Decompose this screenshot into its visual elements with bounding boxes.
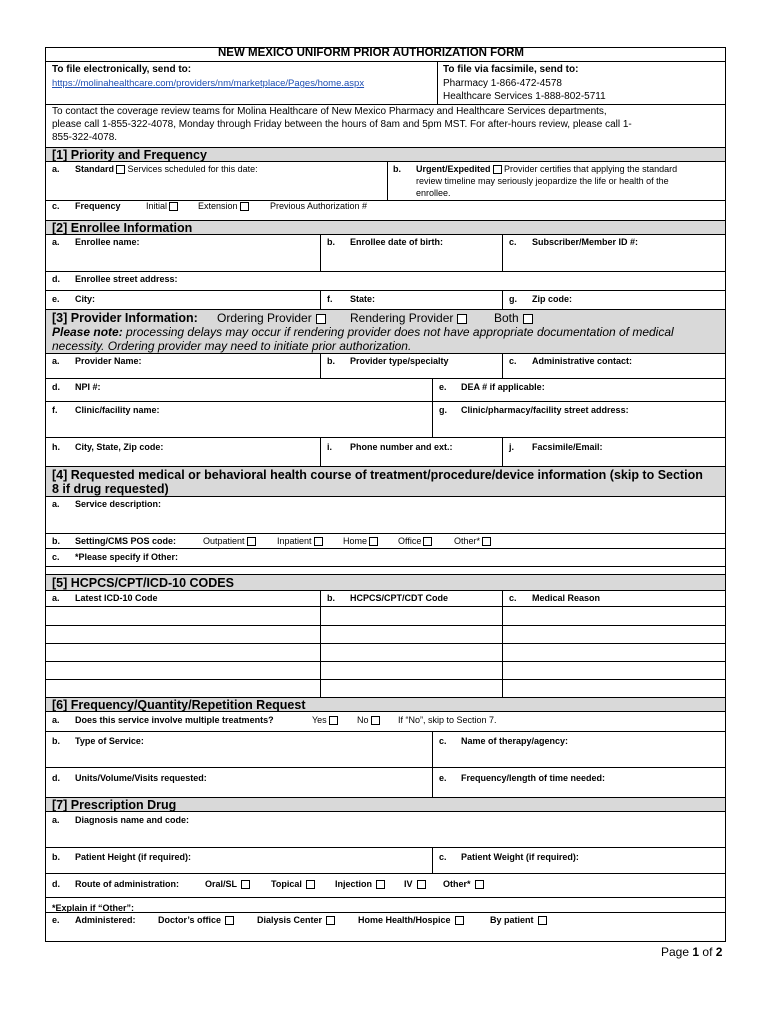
office-checkbox[interactable] (423, 537, 432, 546)
skip-instruction: If “No”, skip to Section 7. (398, 715, 497, 725)
note-label: Please note: (52, 325, 123, 339)
label-6a: a. (52, 715, 60, 725)
multiple-treatments-label: Does this service involve multiple treatments? (75, 715, 274, 725)
page-of: of (702, 945, 713, 959)
frequency-length-field[interactable]: Frequency/length of time needed: (461, 773, 606, 783)
outpatient-option (203, 536, 256, 547)
standard-label: Standard (75, 164, 115, 174)
inpatient-checkbox[interactable] (314, 537, 323, 546)
form-title: NEW MEXICO UNIFORM PRIOR AUTHORIZATION FORM (218, 47, 525, 59)
standard-desc: Services scheduled for this date: (127, 164, 258, 174)
provider-type-field[interactable]: Provider type/specialty (350, 356, 449, 366)
topical-checkbox[interactable] (306, 880, 315, 889)
label-4a: a. (52, 499, 60, 509)
yes-option (312, 715, 338, 726)
urgent-checkbox[interactable] (493, 165, 502, 174)
urgent-desc-2: review timeline may seriously jeopardize the life or health of the (416, 176, 669, 186)
ordering-label: Ordering Provider (217, 311, 312, 325)
label-2a: a. (52, 237, 60, 247)
injection-checkbox[interactable] (376, 880, 385, 889)
provider-name-field[interactable]: Provider Name: (75, 356, 142, 366)
therapy-agency-field[interactable]: Name of therapy/agency: (461, 736, 569, 746)
clinic-name-field[interactable]: Clinic/facility name: (75, 405, 160, 415)
section-6-heading: [6] Frequency/Quantity/Repetition Request (52, 698, 306, 712)
label-7d: d. (52, 879, 60, 889)
section-5-heading: [5] HCPCS/CPT/ICD-10 CODES (52, 576, 234, 590)
office-label: Office (398, 536, 422, 546)
oral-label: Oral/SL (205, 879, 238, 889)
by-patient-checkbox[interactable] (538, 916, 547, 925)
injection-label: Injection (335, 879, 373, 889)
enrollee-name-field[interactable]: Enrollee name: (75, 237, 140, 247)
label-7e: e. (52, 915, 60, 925)
fax-pharmacy: Pharmacy 1-866-472-4578 (443, 78, 562, 89)
section-2-heading: [2] Enrollee Information (52, 221, 193, 235)
label-4c: c. (52, 552, 60, 562)
label-5c: c. (509, 593, 517, 603)
outpatient-checkbox[interactable] (247, 537, 256, 546)
label-3f: f. (52, 405, 58, 415)
other-setting-option (454, 536, 491, 547)
section-4-heading-line-2: 8 if drug requested) (52, 482, 169, 496)
inpatient-option (277, 536, 323, 547)
icd-code-header: Latest ICD-10 Code (75, 593, 158, 603)
doctor-office-option (158, 915, 234, 926)
provider-phone-field[interactable]: Phone number and ext.: (350, 442, 453, 452)
label-3j: j. (509, 442, 515, 452)
iv-label: IV (404, 879, 413, 889)
office-option (398, 536, 432, 547)
molina-portal-link[interactable]: https://molinahealthcare.com/providers/nm/marketplace/Pages/home.aspx (52, 78, 365, 89)
page-current: 1 (692, 945, 700, 959)
enrollee-state-field[interactable]: State: (350, 294, 376, 304)
label-6e: e. (439, 773, 447, 783)
home-option (343, 536, 378, 547)
yes-label: Yes (312, 715, 327, 725)
contact-line-1: To contact the coverage review teams for Molina Healthcare of New Mexico Pharmacy and Healthcare Services departments, (52, 106, 607, 117)
enrollee-zip-field[interactable]: Zip code: (532, 294, 572, 304)
other-setting-checkbox[interactable] (482, 537, 491, 546)
ordering-provider-option (217, 311, 326, 325)
label-3i: i. (327, 442, 333, 452)
inpatient-label: Inpatient (277, 536, 312, 546)
page-prefix: Page (661, 945, 690, 959)
fax-label: To file via facsimile, send to: (443, 64, 579, 75)
note-line-1 (52, 325, 674, 339)
service-type-field[interactable]: Type of Service: (75, 736, 144, 746)
label-3c: c. (509, 356, 517, 366)
label-6c: c. (439, 736, 447, 746)
label-3g: g. (439, 405, 447, 415)
previous-auth-label: Previous Authorization # (270, 201, 368, 211)
home-health-checkbox[interactable] (455, 916, 464, 925)
topical-label: Topical (271, 879, 302, 889)
label-6b: b. (52, 736, 60, 746)
by-patient-option (490, 915, 547, 926)
doctor-office-checkbox[interactable] (225, 916, 234, 925)
label-6d: d. (52, 773, 60, 783)
diagnosis-field[interactable]: Diagnosis name and code: (75, 815, 190, 825)
both-label: Both (494, 311, 519, 325)
urgent-option (416, 164, 677, 175)
provider-fax-email-field[interactable]: Facsimile/Email: (532, 442, 603, 452)
label-1a: a. (52, 164, 60, 174)
no-label: No (357, 715, 369, 725)
contact-line-2: please call 1-855-322-4078, Monday through Friday between the hours of 8am and 5pm MST. For after-hours review, please call 1- (52, 119, 632, 130)
other-route-label: Other* (443, 879, 471, 889)
label-2g: g. (509, 294, 517, 304)
enrollee-street-field[interactable]: Enrollee street address: (75, 274, 178, 284)
other-route-checkbox[interactable] (475, 880, 484, 889)
label-2b: b. (327, 237, 335, 247)
extension-label: Extension (198, 201, 238, 211)
label-7a: a. (52, 815, 60, 825)
fax-healthcare: Healthcare Services 1-888-802-5711 (443, 91, 606, 102)
explain-other-label: *Explain if “Other”: (52, 903, 135, 913)
oral-checkbox[interactable] (241, 880, 250, 889)
iv-option (404, 879, 426, 890)
initial-checkbox[interactable] (169, 202, 178, 211)
label-4b: b. (52, 536, 60, 546)
enrollee-city-field[interactable]: City: (75, 294, 95, 304)
initial-label: Initial (146, 201, 168, 211)
medical-reason-header: Medical Reason (532, 593, 601, 603)
no-option (357, 715, 380, 726)
page-total: 2 (715, 945, 723, 959)
home-checkbox[interactable] (369, 537, 378, 546)
dialysis-option (257, 915, 335, 926)
note-text-1: processing delays may occur if rendering provider does not have appropriate documentation of medical (126, 325, 674, 339)
units-requested-field[interactable]: Units/Volume/Visits requested: (75, 773, 207, 783)
note-line-2: necessity. Ordering provider may need to initiate prior authorization. (52, 339, 412, 353)
dialysis-label: Dialysis Center (257, 915, 323, 925)
urgent-label: Urgent/Expedited (416, 164, 491, 174)
topical-option (271, 879, 315, 890)
label-3e: e. (439, 382, 447, 392)
yes-checkbox[interactable] (329, 716, 338, 725)
both-checkbox[interactable] (523, 314, 533, 324)
npi-field[interactable]: NPI #: (75, 382, 101, 392)
clinic-street-field[interactable]: Clinic/pharmacy/facility street address: (461, 405, 629, 415)
by-patient-label: By patient (490, 915, 534, 925)
label-2e: e. (52, 294, 60, 304)
section-4-heading-line-1: [4] Requested medical or behavioral health course of treatment/procedure/device information (skip to Section (52, 468, 703, 482)
patient-height-field[interactable]: Patient Height (if required): (75, 852, 192, 862)
provider-city-state-zip-field[interactable]: City, State, Zip code: (75, 442, 164, 452)
label-3b: b. (327, 356, 335, 366)
rendering-label: Rendering Provider (350, 311, 454, 325)
label-5a: a. (52, 593, 60, 603)
injection-option (335, 879, 385, 890)
no-checkbox[interactable] (371, 716, 380, 725)
other-route-option (443, 879, 484, 890)
route-label: Route of administration: (75, 879, 179, 889)
rendering-checkbox[interactable] (457, 314, 467, 324)
extension-checkbox[interactable] (240, 202, 249, 211)
admin-contact-field[interactable]: Administrative contact: (532, 356, 633, 366)
patient-weight-field[interactable]: Patient Weight (if required): (461, 852, 579, 862)
label-7c: c. (439, 852, 447, 862)
specify-other-field[interactable]: *Please specify if Other: (75, 552, 179, 562)
standard-checkbox[interactable] (116, 165, 125, 174)
extension-option (198, 201, 249, 212)
section-1-heading: [1] Priority and Frequency (52, 148, 207, 162)
urgent-desc-1: Provider certifies that applying the standard (504, 164, 678, 174)
administered-label: Administered: (75, 915, 136, 925)
label-1c: c. (52, 201, 60, 211)
label-2f: f. (327, 294, 333, 304)
page-number (661, 945, 722, 959)
contact-line-3: 855-322-4078. (52, 132, 118, 143)
outpatient-label: Outpatient (203, 536, 245, 546)
urgent-desc-3: enrollee. (416, 188, 451, 198)
section-3-heading: [3] Provider Information: (52, 311, 198, 325)
label-3d: d. (52, 382, 60, 392)
rendering-provider-option (350, 311, 467, 325)
standard-option (75, 164, 258, 175)
member-id-field[interactable]: Subscriber/Member ID #: (532, 237, 639, 247)
home-label: Home (343, 536, 368, 546)
ordering-checkbox[interactable] (316, 314, 326, 324)
enrollee-dob-field[interactable]: Enrollee date of birth: (350, 237, 444, 247)
home-health-label: Home Health/Hospice (358, 915, 451, 925)
label-1b: b. (393, 164, 401, 174)
file-electronic-label: To file electronically, send to: (52, 64, 192, 75)
frequency-label: Frequency (75, 201, 121, 211)
label-2d: d. (52, 274, 60, 284)
setting-label: Setting/CMS POS code: (75, 536, 177, 546)
home-health-option (358, 915, 464, 926)
oral-option (205, 879, 250, 890)
hcpcs-code-header: HCPCS/CPT/CDT Code (350, 593, 449, 603)
doctor-office-label: Doctor’s office (158, 915, 222, 925)
label-3a: a. (52, 356, 60, 366)
label-3h: h. (52, 442, 60, 452)
initial-option (146, 201, 178, 212)
section-7-heading: [7] Prescription Drug (52, 798, 177, 812)
label-2c: c. (509, 237, 517, 247)
label-7b: b. (52, 852, 60, 862)
other-setting-label: Other* (454, 536, 481, 546)
dea-field[interactable]: DEA # if applicable: (461, 382, 545, 392)
label-5b: b. (327, 593, 335, 603)
dialysis-checkbox[interactable] (326, 916, 335, 925)
both-option (494, 311, 533, 325)
service-description-field[interactable]: Service description: (75, 499, 162, 509)
iv-checkbox[interactable] (417, 880, 426, 889)
